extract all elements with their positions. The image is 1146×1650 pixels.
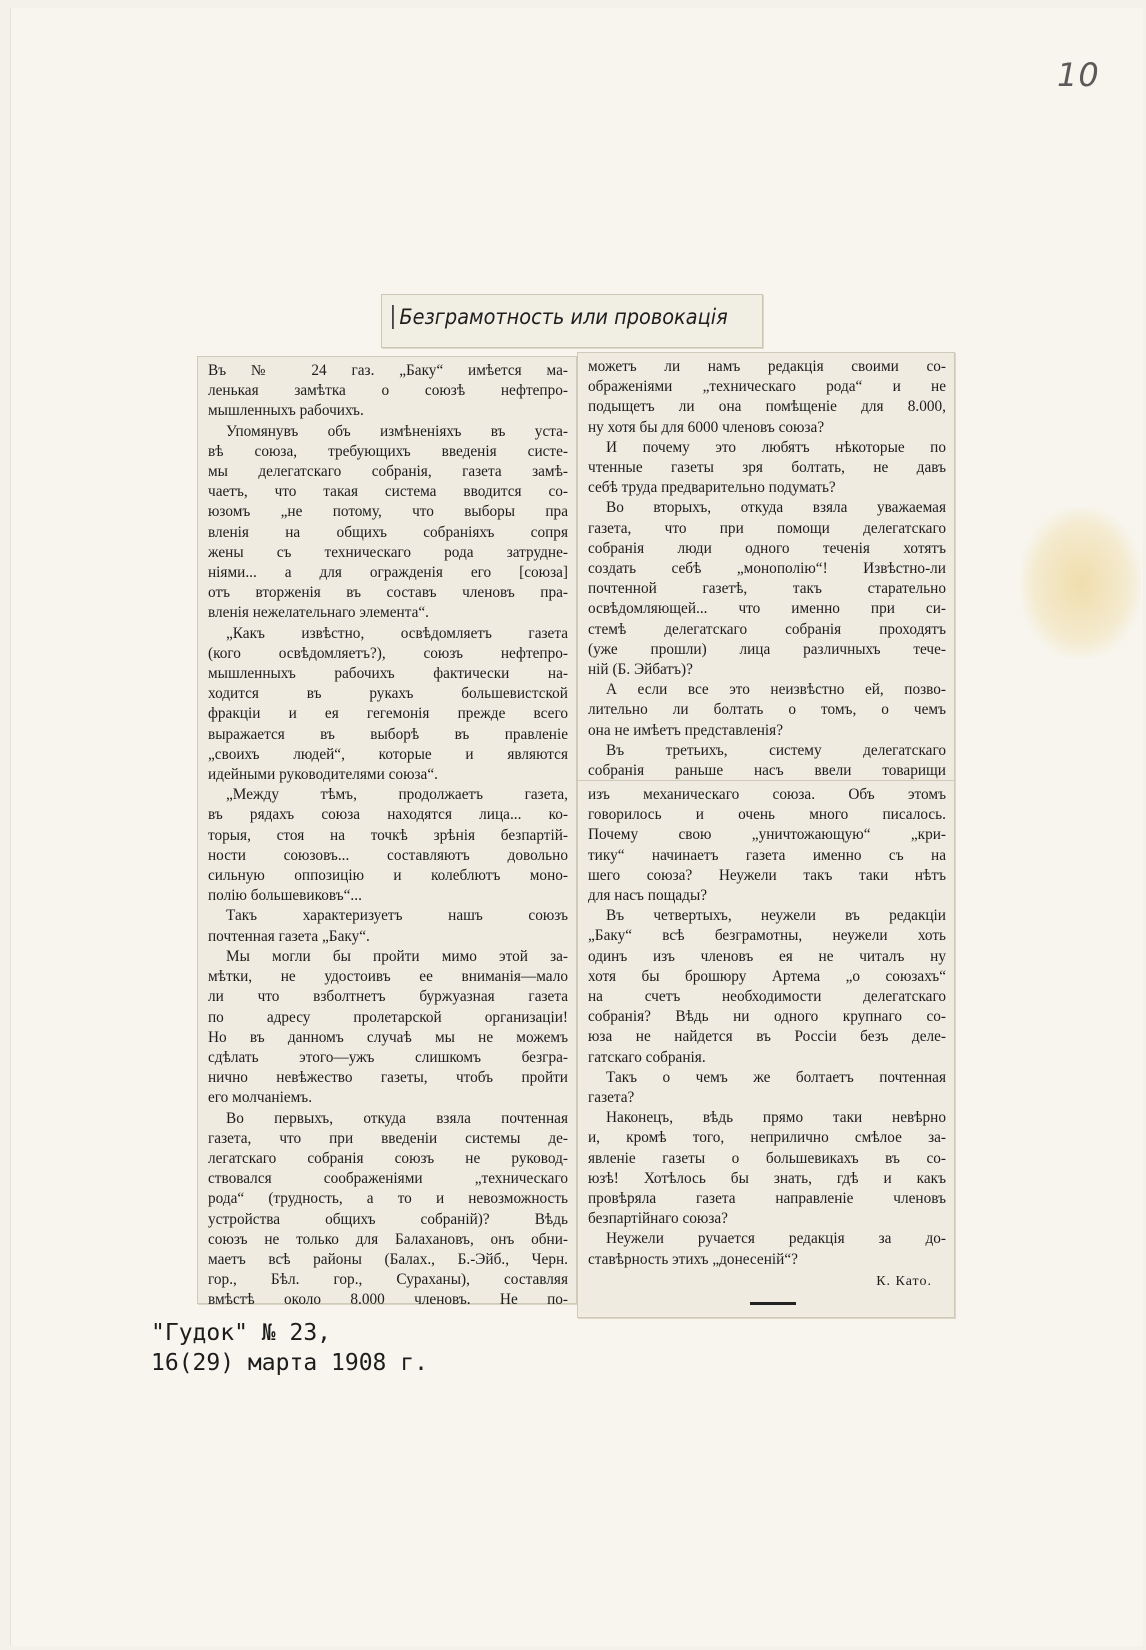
author-signature: К. Като. — [876, 1273, 932, 1289]
text-line: сильную оппозицію и колеблютъ моно- — [208, 867, 568, 885]
text-line: его молчаніемъ. — [208, 1089, 313, 1107]
text-line: собранія раньше насъ ввели товарищи — [588, 762, 946, 780]
text-line: гор., Бѣл. гор., Сураханы), составляя — [208, 1271, 568, 1289]
text-line: ли что взболтнетъ буржуазная газета — [208, 988, 568, 1006]
text-line: по адресу пролетарской организаціи! — [208, 1008, 568, 1026]
text-line: рода“ (трудность, а то и невозможность — [208, 1190, 568, 1208]
text-line: освѣдомляющей... что именно при си- — [588, 600, 946, 618]
text-line: идейными руководителями союза“. — [208, 766, 438, 784]
text-line: мы делегатскаго собранія, газета замѣ- — [208, 463, 568, 481]
headline-clipping — [381, 294, 763, 348]
text-line: собранія? Вѣдь ни одного крупнаго со- — [588, 1008, 946, 1026]
text-line: И почему это любятъ нѣкоторые по — [606, 438, 946, 456]
text-line: торыя, стоя на точкѣ зрѣнія безпартій- — [208, 826, 568, 844]
text-line: вленія на общихъ собраніяхъ сопря — [208, 523, 568, 541]
text-line: на счетъ необходимости делегатскаго — [588, 988, 946, 1006]
text-line: въ рядахъ союза находятся лица... ко- — [208, 806, 568, 824]
text-line: газета, что при введеніи системы де- — [208, 1129, 568, 1147]
text-line: Въ третьихъ, систему делегатскаго — [606, 741, 946, 759]
text-line: создать себѣ „монополію“! Извѣстно-ли — [588, 560, 946, 578]
article-headline: Безграмотность или провокація — [392, 305, 731, 329]
text-line: мѣтки, не удостоивъ ее вниманія—мало — [208, 968, 568, 986]
text-line: она не имѣетъ представленія? — [588, 721, 783, 739]
text-line: явленіе газеты о большевикахъ въ со- — [588, 1149, 946, 1167]
text-line: газета, что при помощи делегатскаго — [588, 519, 946, 537]
text-line: гатскаго собранія. — [588, 1048, 706, 1066]
page-number: 10 — [1057, 56, 1100, 94]
text-line: почтенной газетѣ, такъ старательно — [588, 580, 946, 598]
text-line: почтенная газета „Баку“. — [208, 927, 370, 945]
text-line: мышленныхъ рабочихъ фактически на- — [208, 665, 568, 683]
clipping-right-bottom — [577, 780, 955, 1318]
article-column-right-bottom — [588, 785, 946, 1292]
source-note — [151, 1318, 428, 1378]
text-line: говорилось и очень много писалось. — [588, 806, 946, 824]
text-line: Почему свою „уничтожающую“ „кри- — [588, 826, 946, 844]
text-line: вѣ союза, требующихъ введенія систе- — [208, 442, 568, 460]
source-line-1: "Гудок" № 23, — [151, 1320, 332, 1346]
text-line: стемѣ делегатскаго собранія проходятъ — [588, 620, 946, 638]
text-line: ствовался соображеніями „техническаго — [208, 1170, 568, 1188]
text-line: (уже прошли) лица различныхъ тече- — [588, 640, 946, 658]
text-line: вленія нежелательнаго элемента“. — [208, 604, 429, 622]
text-line: и, кромѣ того, неприлично смѣлое за- — [588, 1129, 946, 1147]
text-line: Упомянувъ объ измѣненіяхъ въ уста- — [226, 422, 568, 440]
text-line: нично невѣжество газеты, чтобъ пройти — [208, 1069, 568, 1087]
text-line: „Баку“ всѣ безграмотны, неужели хоть — [588, 927, 946, 945]
text-line: легатскаго собранія союзъ не руковод- — [208, 1149, 568, 1167]
text-line: сдѣлать этого—ужъ слишкомъ безгра- — [208, 1048, 568, 1066]
text-line: юзѣ! Хотѣлось бы знать, гдѣ и какъ — [588, 1169, 946, 1187]
text-line: ности союзовъ... составляютъ довольно — [208, 846, 568, 864]
clipping-right-top — [577, 352, 955, 782]
text-line: А если все это неизвѣстно ей, позво- — [606, 681, 946, 699]
text-line: хотя бы брошюру Артема „о союзахъ“ — [588, 967, 946, 985]
article-column-right-top — [588, 357, 946, 781]
text-line: тику“ начинаетъ газета именно съ на — [588, 846, 946, 864]
text-line: маетъ всѣ районы (Балах., Б.-Эйб., Черн. — [208, 1250, 568, 1268]
text-line: собранія люди одного теченія хотятъ — [588, 539, 946, 557]
text-line: юза не найдется въ Россіи безъ деле- — [588, 1028, 946, 1046]
text-line: провѣряла газета направленіе членовъ — [588, 1190, 946, 1208]
text-line: одинъ изъ членовъ ея не читалъ ну — [588, 947, 946, 965]
text-line: фракціи и ея гегемонія прежде всего — [208, 705, 568, 723]
paper-stain — [1021, 508, 1141, 658]
text-line: ходится въ рукахъ большевистской — [208, 685, 568, 703]
text-line: подыщетъ ли она помѣщеніе для 8.000, — [588, 398, 946, 416]
text-line: Наконецъ, вѣдь прямо таки невѣрно — [606, 1109, 946, 1127]
text-line: ну хотя бы для 6000 членовъ союза? — [588, 418, 825, 436]
text-line: безпартійнаго союза? — [588, 1210, 728, 1228]
text-line: Такъ о чемъ же болтаетъ почтенная — [606, 1068, 946, 1086]
text-line: „своихъ людей“, которые и являются — [208, 745, 568, 763]
text-line: устройства общихъ собраній)? Вѣдь — [208, 1210, 568, 1228]
text-line: полію большевиковъ“... — [208, 887, 362, 905]
clipping-left-column — [197, 356, 577, 1309]
text-line: союзъ не только для Балахановъ, онъ обни- — [208, 1230, 568, 1248]
text-line: выражается въ выборѣ въ правленіе — [208, 725, 568, 743]
end-rule — [750, 1302, 796, 1305]
text-line: изъ механическаго союза. Объ этомъ — [588, 786, 946, 803]
text-line: шего союза? Неужели такъ таки нѣтъ — [588, 866, 946, 884]
text-line: Неужели ручается редакція за до- — [606, 1230, 946, 1248]
text-line: чаетъ, что такая система вводится со- — [208, 483, 568, 501]
text-line: чтенные газеты зря болтать, не давъ — [588, 459, 946, 477]
text-line: ленькая замѣтка о союзѣ нефтепро- — [208, 382, 568, 400]
text-line: „Между тѣмъ, продолжаетъ газета, — [226, 786, 568, 804]
text-line: отъ вторженія въ составъ членовъ пра- — [208, 584, 568, 602]
source-line-2: 16(29) марта 1908 г. — [151, 1350, 428, 1376]
text-line: себѣ труда предварительно подумать? — [588, 479, 836, 497]
text-line: мышленныхъ рабочихъ. — [208, 402, 364, 420]
text-line: вмѣстѣ около 8.000 членовъ. Не по- — [208, 1291, 568, 1309]
text-line: газета? — [588, 1089, 635, 1107]
text-line: „Какъ извѣстно, освѣдомляетъ газета — [226, 624, 568, 642]
text-line: для насъ пощады? — [588, 887, 708, 905]
text-line: ображеніями „техническаго рода“ и не — [588, 378, 946, 396]
text-line: Во вторыхъ, откуда взяла уважаемая — [606, 499, 946, 517]
archive-page — [10, 8, 1143, 1646]
text-line: можетъ ли намъ редакція своими со- — [588, 358, 946, 375]
text-line: Во первыхъ, откуда взяла почтенная — [226, 1109, 568, 1127]
text-line: жены съ техническаго рода затрудне- — [208, 543, 568, 561]
text-line: Мы могли бы пройти мимо этой за- — [226, 947, 568, 965]
article-column-left — [208, 361, 568, 1311]
text-line: Но въ данномъ случаѣ мы не можемъ — [208, 1028, 568, 1046]
text-line: юзомъ „не потому, что выборы пра — [208, 503, 568, 521]
text-line: ніями... а для огражденія его [союза] — [208, 564, 568, 582]
text-line: Въ четвертыхъ, неужели въ редакціи — [606, 907, 946, 925]
text-line: лительно ли болтать о томъ, о чемъ — [588, 701, 946, 719]
text-line: ставѣрность этихъ „донесеній“? — [588, 1250, 798, 1268]
text-line: Такъ характеризуетъ нашъ союзъ — [226, 907, 568, 925]
text-line: ній (Б. Эйбатъ)? — [588, 661, 693, 679]
text-line: Въ № 24 газ. „Баку“ имѣется ма- — [208, 362, 568, 379]
text-line: (кого освѣдомляетъ?), союзъ нефтепро- — [208, 644, 568, 662]
